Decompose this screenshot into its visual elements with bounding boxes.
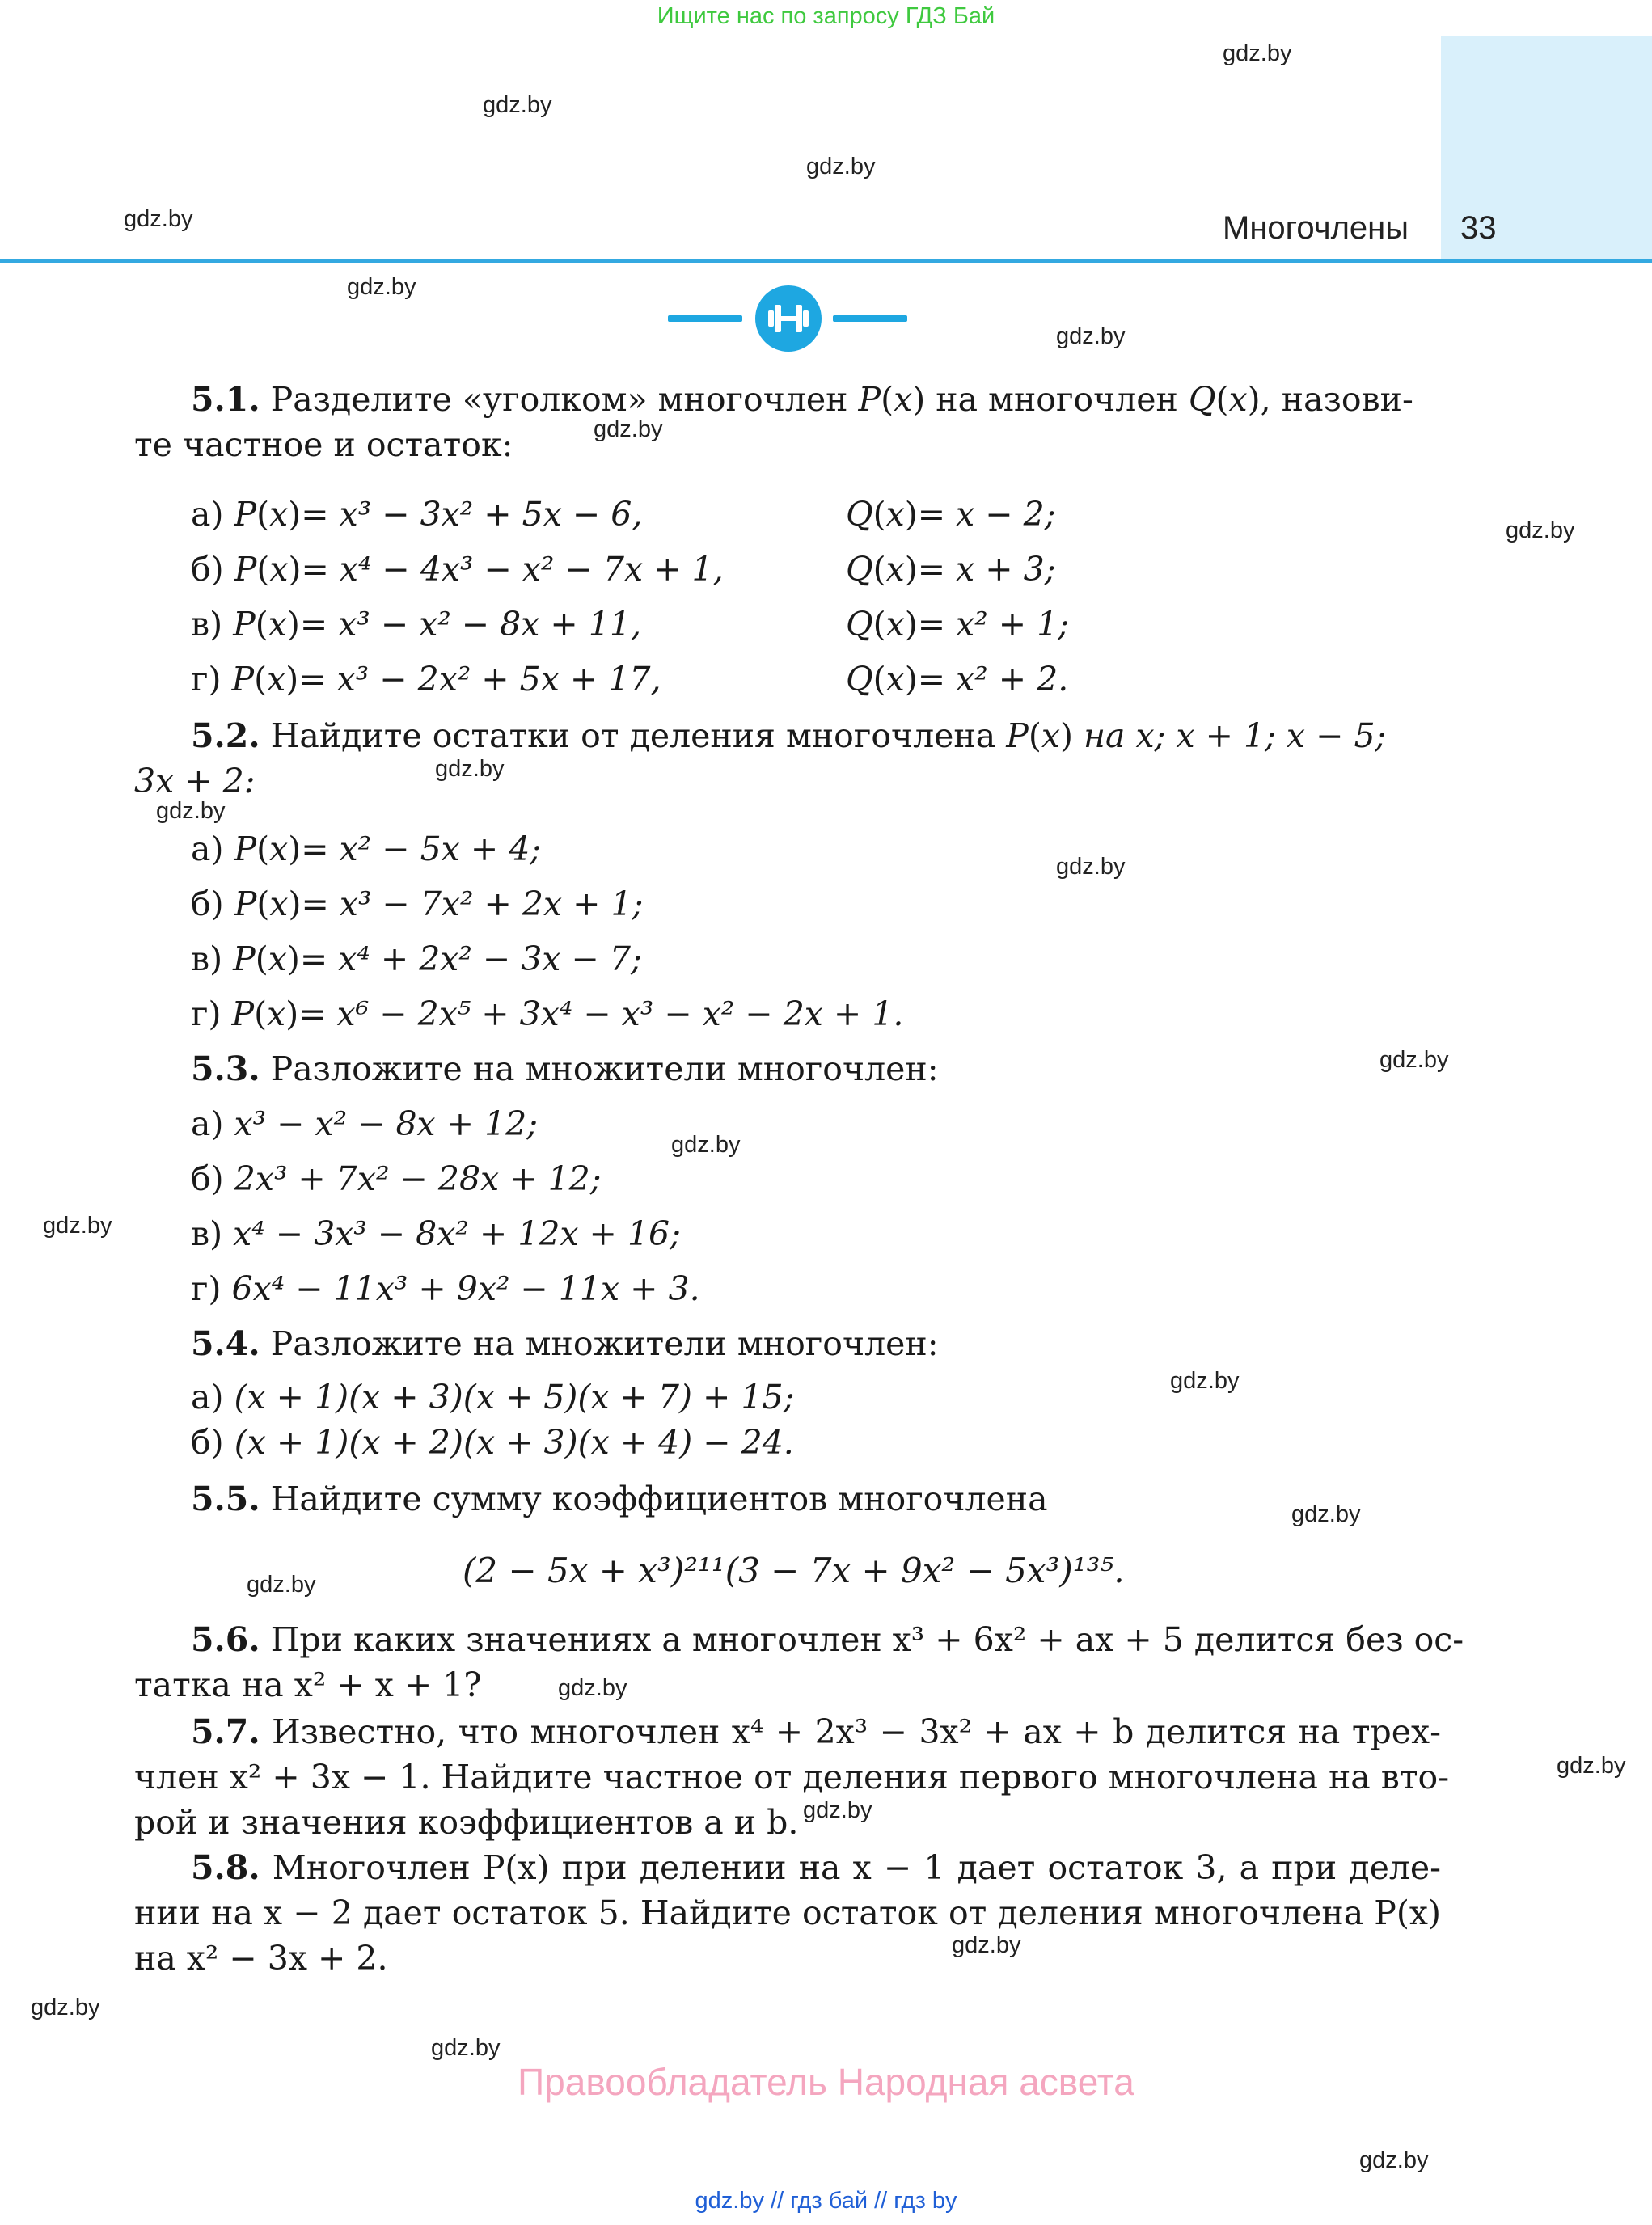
dumbbell-icon bbox=[766, 298, 811, 340]
problem-5-2-line1: 5.2. Найдите остатки от деления многочлена P(x) на x; x + 1; x − 5; bbox=[191, 716, 1387, 755]
watermark: gdz.by bbox=[347, 274, 416, 300]
problem-5-4-item: б) (x + 1)(x + 2)(x + 3)(x + 4) − 24. bbox=[191, 1423, 794, 1462]
watermark: gdz.by bbox=[1056, 854, 1126, 880]
problem-5-5-heading: 5.5. Найдите сумму коэффициентов многочлена bbox=[191, 1480, 1048, 1518]
problem-5-3-item: а) x³ − x² − 8x + 12; bbox=[191, 1104, 539, 1143]
problem-5-5-formula: (2 − 5x + x³)²¹¹(3 − 7x + 9x² − 5x³)¹³⁵. bbox=[463, 1551, 1125, 1590]
watermark: gdz.by bbox=[803, 1797, 872, 1823]
watermark: gdz.by bbox=[43, 1213, 112, 1239]
problem-5-8-line2: нии на x − 2 дает остаток 5. Найдите остаток от деления многочлена P(x) bbox=[134, 1894, 1441, 1932]
watermark: gdz.by bbox=[558, 1675, 627, 1701]
problem-5-1-line2: те частное и остаток: bbox=[134, 425, 513, 464]
watermark: gdz.by bbox=[1506, 517, 1575, 543]
problem-5-7-line3: рой и значения коэффициентов a и b. bbox=[134, 1803, 799, 1842]
watermark: gdz.by bbox=[1359, 2147, 1429, 2173]
problem-5-4-heading: 5.4. Разложите на множители многочлен: bbox=[191, 1324, 939, 1363]
problem-5-3-heading: 5.3. Разложите на множители многочлен: bbox=[191, 1049, 939, 1088]
section-title: Многочлены bbox=[1223, 210, 1409, 246]
problem-5-1-line1: 5.1. Разделите «уголком» многочлен P(x) на многочлен Q(x), назови- bbox=[191, 380, 1413, 419]
problem-text: на многочлен bbox=[936, 380, 1178, 419]
footer-links[interactable]: gdz.by // гдз бай // гдз by bbox=[695, 2188, 957, 2214]
problem-text: Разделите «уголком» многочлен bbox=[270, 380, 848, 419]
watermark: gdz.by bbox=[1379, 1047, 1449, 1073]
watermark: gdz.by bbox=[1170, 1368, 1240, 1394]
problem-5-2-line2: 3x + 2: bbox=[134, 762, 256, 800]
top-banner[interactable]: Ищите нас по запросу ГДЗ Бай bbox=[657, 3, 995, 29]
problem-5-7-line2: член x² + 3x − 1. Найдите частное от деления первого многочлена на вто- bbox=[134, 1758, 1450, 1796]
watermark: gdz.by bbox=[1223, 40, 1292, 66]
problem-5-3-item: б) 2x³ + 7x² − 28x + 12; bbox=[191, 1159, 602, 1198]
watermark: gdz.by bbox=[1291, 1501, 1361, 1527]
watermark: gdz.by bbox=[435, 756, 505, 782]
problem-5-7-line1: 5.7. Известно, что многочлен x⁴ + 2x³ − 3x² + ax + b делится на трех- bbox=[191, 1712, 1441, 1751]
problem-number: 5.1. bbox=[191, 380, 260, 419]
watermark: gdz.by bbox=[156, 798, 226, 824]
problem-5-4-item: а) (x + 1)(x + 3)(x + 5)(x + 7) + 15; bbox=[191, 1378, 795, 1416]
page-number: 33 bbox=[1460, 210, 1497, 246]
watermark: gdz.by bbox=[124, 206, 193, 232]
problem-5-8-line1: 5.8. Многочлен P(x) при делении на x − 1 дает остаток 3, а при деле- bbox=[191, 1848, 1441, 1887]
watermark: gdz.by bbox=[483, 92, 552, 118]
problem-5-1-item: а) P(x)= x³ − 3x² + 5x − 6, Q(x)= x − 2; bbox=[191, 495, 1056, 534]
watermark: gdz.by bbox=[671, 1132, 741, 1158]
header-divider bbox=[0, 259, 1652, 263]
watermark: gdz.by bbox=[594, 416, 663, 442]
problem-5-6-line2: татка на x² + x + 1? bbox=[134, 1666, 482, 1704]
watermark: gdz.by bbox=[31, 1995, 100, 2020]
watermark: gdz.by bbox=[806, 154, 876, 179]
problem-5-2-item: а) P(x)= x² − 5x + 4; bbox=[191, 830, 542, 868]
problem-5-8-line3: на x² − 3x + 2. bbox=[134, 1939, 388, 1978]
watermark: gdz.by bbox=[952, 1932, 1021, 1958]
problem-5-6-line1: 5.6. При каких значениях a многочлен x³ + 6x² + ax + 5 делится без ос- bbox=[191, 1620, 1464, 1659]
problem-5-1-item: в) P(x)= x³ − x² − 8x + 11, Q(x)= x² + 1; bbox=[191, 605, 1070, 644]
watermark: gdz.by bbox=[1557, 1753, 1626, 1779]
problem-text: , назови- bbox=[1260, 380, 1413, 419]
copyright-notice: Правообладатель Народная асвета bbox=[518, 2061, 1134, 2103]
watermark: gdz.by bbox=[247, 1572, 316, 1598]
problem-5-3-item: г) 6x⁴ − 11x³ + 9x² − 11x + 3. bbox=[191, 1269, 700, 1308]
problem-5-2-item: г) P(x)= x⁶ − 2x⁵ + 3x⁴ − x³ − x² − 2x + 1. bbox=[191, 994, 904, 1033]
problem-5-2-item: в) P(x)= x⁴ + 2x² − 3x − 7; bbox=[191, 939, 642, 978]
exercises-marker bbox=[668, 285, 907, 353]
problem-5-2-item: б) P(x)= x³ − 7x² + 2x + 1; bbox=[191, 885, 644, 923]
watermark: gdz.by bbox=[1056, 323, 1126, 349]
problem-5-1-item: б) P(x)= x⁴ − 4x³ − x² − 7x + 1, Q(x)= x + 3; bbox=[191, 550, 1056, 589]
problem-5-1-item: г) P(x)= x³ − 2x² + 5x + 17, Q(x)= x² + 2. bbox=[191, 660, 1069, 699]
problem-5-3-item: в) x⁴ − 3x³ − 8x² + 12x + 16; bbox=[191, 1214, 681, 1253]
watermark: gdz.by bbox=[431, 2035, 501, 2061]
